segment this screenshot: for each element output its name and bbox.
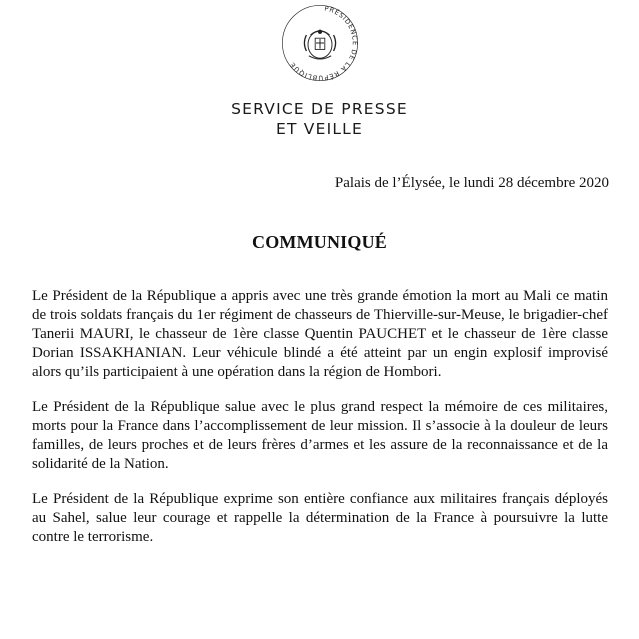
presidency-seal: [280, 3, 360, 83]
paragraph-1: Le Président de la République a appris avec une très grande émotion la mort au Mali ce matin de trois soldats français du 1er régiment de chasseurs de Thierville-sur-Meuse, le brigadier-chef Tanerii MAURI, le chasseur de 1ère classe Quentin PAUCHET et le chasseur de 1ère classe Dorian ISSAKHANIAN. Leur véhicule blindé a été atteint par un engin explosif improvisé alors qu’ils participaient à une opération dans la région de Hombori.: [32, 288, 608, 380]
dateline: Palais de l’Élysée, le lundi 28 décembre 2020: [334, 175, 609, 191]
seal-text: PRÉSIDENCE DE LA RÉPUBLIQUE: [288, 4, 359, 82]
paragraph-3: Le Président de la République exprime son entière confiance aux militaires français déployés au Sahel, salue leur courage et rappelle la détermination de la France à poursuivre la lutte contre le terrorisme.: [32, 491, 608, 545]
paragraph-2: Le Président de la République salue avec le plus grand respect la mémoire de ces militaires, morts pour la France dans l’accomplissement de leur mission. Il s’associe à la douleur de leurs familles, de leurs proches et de leurs frères d’armes et les assure de la reconnaissance et de la solidarité de la Nation.: [32, 399, 608, 472]
service-name-line1: SERVICE DE PRESSE: [231, 100, 408, 118]
service-name-line2: ET VEILLE: [275, 120, 364, 138]
emblem-icon: [304, 30, 335, 59]
document-title: COMMUNIQUÉ: [252, 232, 387, 252]
